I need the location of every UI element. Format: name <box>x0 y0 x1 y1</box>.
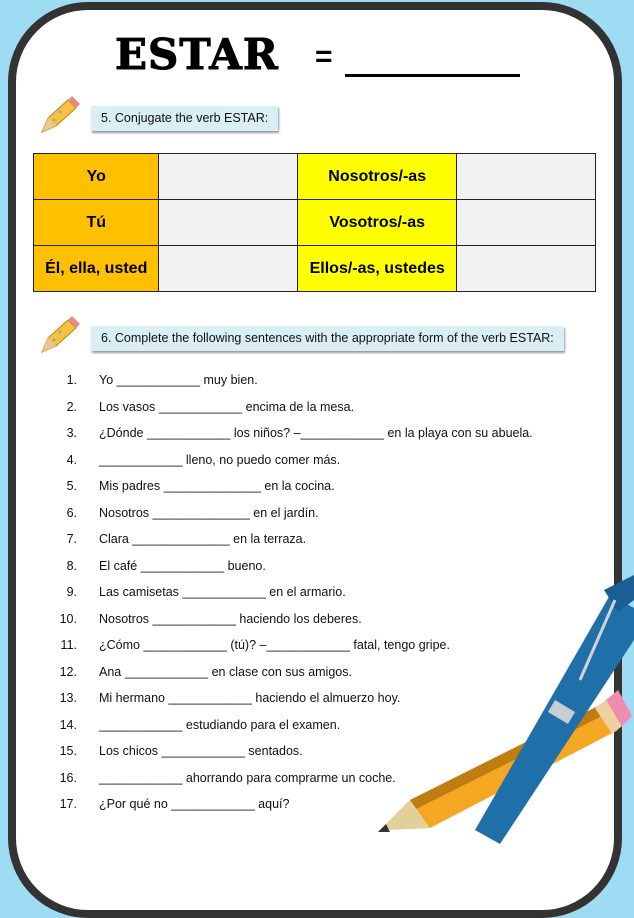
list-item[interactable]: 15. Los chicos ____________ sentados. <box>59 744 303 758</box>
section-6-label: 6. Complete the following sentences with the appropriate form of the verb ESTAR: <box>91 326 564 351</box>
pronoun-cell: Ellos/-as, ustedes <box>297 246 457 292</box>
list-item[interactable]: 3. ¿Dónde ____________ los niños? –____________ en la playa con su abuela. <box>66 426 533 440</box>
list-item[interactable]: 4. ____________ lleno, no puedo comer más. <box>66 452 341 467</box>
list-item[interactable]: 5. Mis padres ______________ en la cocina. <box>66 479 335 493</box>
pronoun-cell: Nosotros/-as <box>297 154 457 200</box>
list-item[interactable]: 7. Clara ______________ en la terraza. <box>66 532 307 546</box>
list-item[interactable]: 8. El café ____________ bueno. <box>66 558 266 573</box>
pronoun-cell: Vosotros/-as <box>297 200 457 246</box>
list-item[interactable]: 12. Ana ____________ en clase con sus amigos. <box>59 664 352 679</box>
pronoun-cell: Tú <box>34 200 159 246</box>
list-item[interactable]: 1. Yo ____________ muy bien. <box>66 373 258 387</box>
list-item[interactable]: 16. ____________ ahorrando para comprarme un coche. <box>59 770 396 785</box>
section-5-label: 5. Conjugate the verb ESTAR: <box>91 106 278 131</box>
list-item[interactable]: 6. Nosotros ______________ en el jardín. <box>66 505 319 520</box>
list-item[interactable]: 9. Las camisetas ____________ en el armario. <box>66 585 346 599</box>
list-item[interactable]: 17. ¿Por qué no ____________ aquí? <box>59 797 290 811</box>
page-title: ESTAR <box>115 30 279 79</box>
pronoun-cell: Él, ella, usted <box>34 246 159 292</box>
pronoun-cell: Yo <box>34 154 159 200</box>
list-item[interactable]: 13. Mi hermano ____________ haciendo el almuerzo hoy. <box>59 691 401 705</box>
list-item[interactable]: 11. ¿Cómo ____________ (tú)? –____________ fatal, tengo gripe. <box>60 638 450 652</box>
list-item[interactable]: 10. Nosotros ____________ haciendo los deberes. <box>59 611 362 626</box>
equals-sign: = <box>315 40 333 73</box>
list-item[interactable]: 2. Los vasos ____________ encima de la mesa. <box>66 399 355 414</box>
list-item[interactable]: 14. ____________ estudiando para el examen. <box>59 717 341 732</box>
